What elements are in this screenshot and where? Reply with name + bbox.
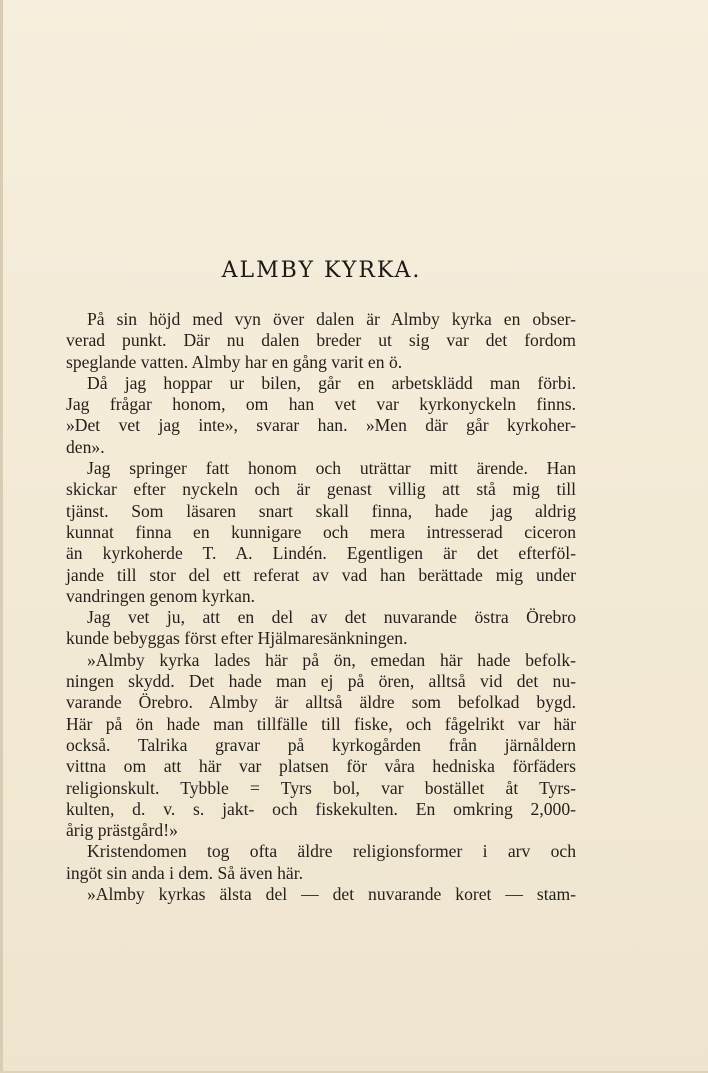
text-line: tjänst. Som läsaren snart skall finna, hade jag aldrig	[66, 500, 576, 521]
text-line: också. Talrika gravar på kyrkogården från järnåldern	[66, 734, 576, 755]
text-line: Jag springer fatt honom och uträttar mitt ärende. Han	[87, 458, 576, 479]
text-line: Kristendomen tog ofta äldre religionsformer i arv och	[87, 841, 576, 862]
text-line: Jag vet ju, att en del av det nuvarande östra Örebro	[87, 607, 576, 628]
text-line: »Det vet jag inte», svarar han. »Men där går kyrkoher-	[66, 415, 576, 436]
text-line: verad punkt. Där nu dalen breder ut sig var det fordom	[66, 330, 576, 351]
text-line: kunnat finna en kunnigare och mera intresserad ciceron	[66, 521, 576, 542]
text-line: ningen skydd. Det hade man ej på ören, alltså vid det nu-	[66, 671, 576, 692]
page-left-edge	[0, 0, 3, 1073]
text-line: skickar efter nyckeln och är genast villig att stå mig till	[66, 479, 576, 500]
text-line: Jag frågar honom, om han vet var kyrkonyckeln finns.	[66, 394, 576, 415]
text-line: jande till stor del ett referat av vad han berättade mig under	[66, 564, 576, 585]
text-line: vittna om att här var platsen för våra hedniska förfäders	[66, 756, 576, 777]
body-text	[66, 309, 576, 905]
text-line: varande Örebro. Almby är alltså äldre som befolkad bygd.	[66, 692, 576, 713]
text-line: religionskult. Tybble = Tyrs bol, var bostället åt Tyrs-	[66, 777, 576, 798]
text-line: vandringen genom kyrkan.	[66, 585, 256, 606]
text-line: årig prästgård!»	[66, 820, 178, 841]
text-line: På sin höjd med vyn över dalen är Almby kyrka en obser-	[87, 309, 576, 329]
text-line: kunde bebyggas först efter Hjälmaresänkningen.	[66, 628, 408, 649]
text-line: den».	[66, 436, 105, 457]
text-line: »Almby kyrka lades här på ön, emedan här hade befolk-	[87, 649, 576, 670]
text-line: speglande vatten. Almby har en gång varit en ö.	[66, 351, 403, 372]
text-line: »Almby kyrkas älsta del — det nuvarande koret — stam-	[87, 884, 576, 905]
text-line: kulten, d. v. s. jakt- och fiskekulten. En omkring 2,000-	[66, 798, 576, 819]
text-line: Här på ön hade man tillfälle till fiske, och fågelrikt var här	[66, 713, 576, 734]
text-line: Då jag hoppar ur bilen, går en arbetsklädd man förbi.	[87, 372, 576, 393]
page-title: ALMBY KYRKA.	[221, 258, 422, 283]
text-line: ingöt sin anda i dem. Så även här.	[66, 862, 303, 883]
text-line: än kyrkoherde T. A. Lindén. Egentligen är det efterföl-	[66, 543, 576, 564]
